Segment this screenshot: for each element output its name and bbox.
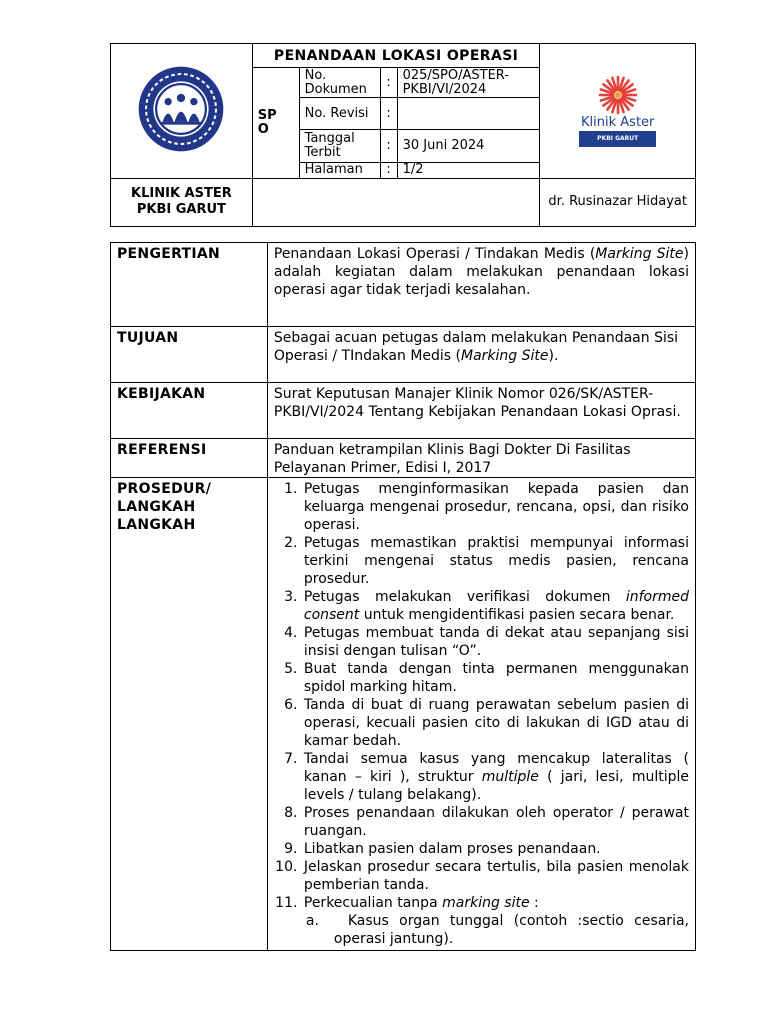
sub-marker: a. [305,913,319,929]
section-label: TUJUAN [111,327,268,383]
section-text: Surat Keputusan Manajer Klinik Nomor 026/SK/ASTER-PKBI/VI/2024 Tentang Kebijakan Penandaan Lokasi Oprasi. [267,383,695,439]
list-item: 10. Jelaskan prosedur secara tertulis, bila pasien menolak pemberian tanda. [302,858,689,894]
document-header [110,43,696,227]
prosedur-label: PROSEDUR/ LANGKAH LANGKAH [117,481,212,533]
text-part: ( jari, lesi, multiple levels / tulang belakang). [303,769,689,803]
pkbi-emblem-icon [135,63,227,155]
left-logo-cell [111,44,253,179]
text-part: Perkecualian tanpa [303,895,443,911]
section-prosedur [111,478,696,951]
document-title: PENANDAAN LOKASI OPERASI [252,44,540,68]
list-item: 4. Petugas membuat tanda di dekat atau sepanjang sisi insisi dengan tulisan “O”. [302,624,689,660]
row-label: No. Revisi [299,98,380,130]
row-label: Halaman [299,162,380,178]
text-part: Sebagai acuan petugas dalam melakukan Penandaan Sisi Operasi / TIndakan Medis ( [273,330,679,364]
procedure-steps [267,478,695,951]
steps-list [274,480,689,948]
right-logo-sub: PKBI GARUT [579,131,656,147]
list-item [302,588,689,624]
text-emphasis: marking site [442,895,530,911]
document-number: 025/SPO/ASTER-PKBI/VI/2024 [397,68,540,98]
text-part: ) adalah kegiatan dalam melakukan penandaan lokasi operasi agar tidak terjadi kesalahan. [273,246,690,298]
list-item: 6. Tanda di buat di ruang perawatan sebelum pasien di operasi, kecuali pasien cito di lakukan di IGD atau di kamar bedah. [302,696,689,750]
section-label [111,478,268,951]
text-emphasis: informed consent [303,589,689,623]
text-part: untuk mengidentifikasi pasien secara benar. [359,607,675,623]
sub-list [304,912,689,948]
row-sep: : [380,162,397,178]
list-item: 5. Buat tanda dengan tinta permanen menggunakan spidol marking hitam. [302,660,689,696]
list-item [302,894,689,948]
row-label: Tanggal Terbit [299,130,380,162]
sub-text: Kasus organ tunggal (contoh :sectio cesaria, operasi jantung). [333,913,689,947]
text-emphasis: multiple [481,769,539,785]
row-sep: : [380,130,397,162]
sub-list-item [305,912,689,948]
section-label: KEBIJAKAN [111,383,268,439]
signatory-name: dr. Rusinazar Hidayat [540,178,696,226]
list-item: 1. Petugas menginformasikan kepada pasien dan keluarga mengenai prosedur, rencana, opsi, dan risiko operasi. [302,480,689,534]
text-emphasis: Marking Site [595,246,684,262]
section-text [267,243,695,327]
row-sep: : [380,98,397,130]
text-part: Petugas melakukan verifikasi dokumen [303,589,626,605]
section-tujuan [111,327,696,383]
org-name: KLINIK ASTER PKBI GARUT [111,178,253,226]
right-logo-cell [540,44,696,179]
revision-number [397,98,540,130]
list-item: 8. Proses penandaan dilakukan oleh operator / perawat ruangan. [302,804,689,840]
section-pengertian [111,243,696,327]
spo-label-text: SP O [257,107,277,137]
section-text [267,327,695,383]
row-sep: : [380,68,397,98]
section-text: Panduan ketrampilan Klinis Bagi Dokter Di Fasilitas Pelayanan Primer, Edisi I, 2017 [267,439,695,478]
section-referensi [111,439,696,478]
text-part: Tandai semua kasus yang mencakup lateralitas ( kanan – kiri ), struktur [303,751,689,785]
page-number: 1/2 [397,162,540,178]
section-label: REFERENSI [111,439,268,478]
aster-flower-icon [598,75,638,115]
sop-content-table [110,242,696,951]
text-part: : [529,895,539,911]
list-item: 2. Petugas memastikan praktisi mempunyai informasi terkini mengenai status medis pasien, rencana prosedur. [302,534,689,588]
list-item: 9. Libatkan pasien dalam proses penandaan. [302,840,689,858]
right-logo-brand: Klinik Aster [581,114,655,130]
text-part: Penandaan Lokasi Operasi / Tindakan Medis ( [273,246,596,262]
list-item [302,750,689,804]
empty-cell [252,178,540,226]
section-kebijakan [111,383,696,439]
text-part: ). [548,348,559,364]
spo-label [252,68,299,179]
issue-date: 30 Juni 2024 [397,130,540,162]
text-emphasis: Marking Site [461,348,549,364]
section-label: PENGERTIAN [111,243,268,327]
row-label: No. Dokumen [299,68,380,98]
